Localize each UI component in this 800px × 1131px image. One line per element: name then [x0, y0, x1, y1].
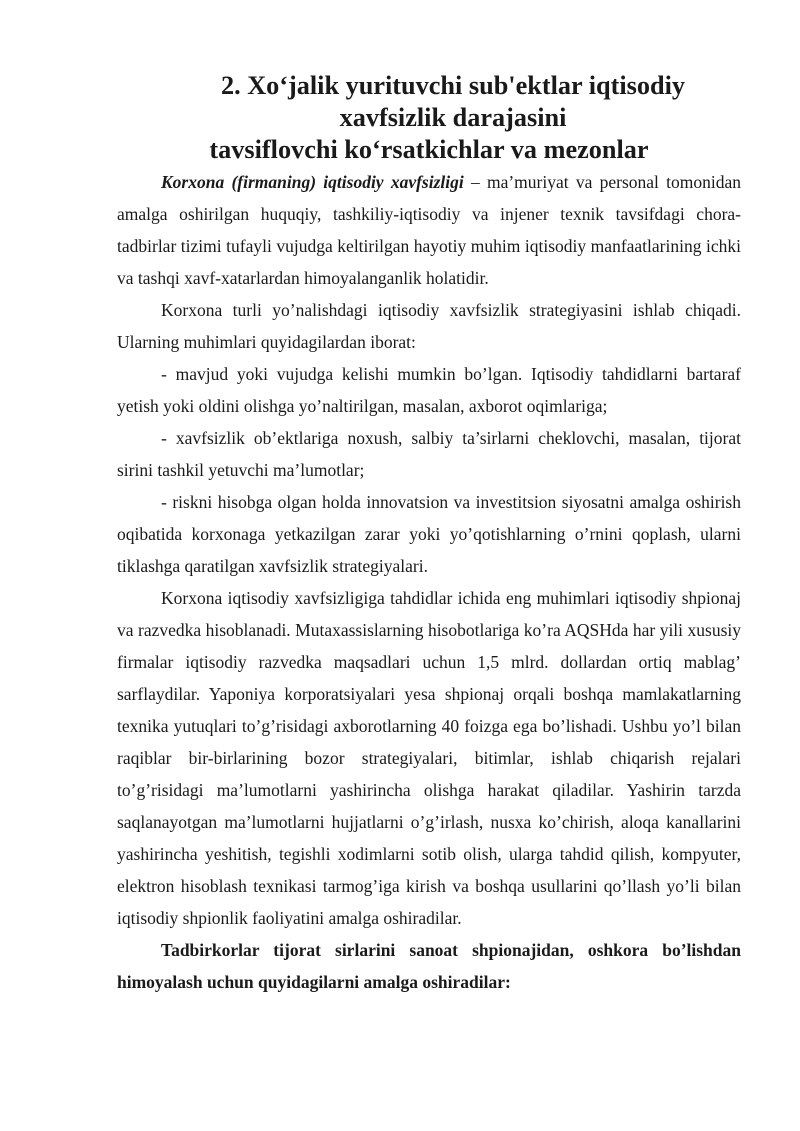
defined-term: Korxona (firmaning) iqtisodiy xavfsizligi: [161, 172, 464, 192]
bullet-item-2: - xavfsizlik ob’ektlariga noxush, salbiy ta’sirlarni cheklovchi, masalan, tijorat sirini tashkil yetuvchi ma’lumotlar;: [117, 428, 741, 480]
bullet-item-3: - riskni hisobga olgan holda innovatsion va investitsion siyosatni amalga oshirish oqibatida korxonaga yetkazilgan zarar yoki yo’qotishlarning o’rnini qoplash, ularni tiklashga qaratilgan xavfsizlik strategiyalari.: [117, 492, 741, 576]
definition-text: – ma’muriyat va personal tomonidan amalga oshirilgan huquqiy, tashkiliy-iqtisodiy va injener texnik tavsifdagi chora-tadbirlar tizimi tufayli vujudga keltirilgan hayotiy muhim iqtisodiy manfaatlarining ichki va tashqi xavf-xatarlardan himoyalanganlik holatidir.: [117, 172, 741, 288]
heading-line-2: tavsiflovchi ko‘rsatkichlar va mezonlar: [209, 135, 649, 164]
bullet-item-1: - mavjud yoki vujudga kelishi mumkin bo’lgan. Iqtisodiy tahdidlarni bartaraf yetish yoki oldini olishga yo’naltirilgan, masalan, axborot oqimlariga;: [117, 364, 741, 416]
paragraph-definition: [117, 166, 741, 294]
paragraph-strategies: Korxona turli yo’nalishdagi iqtisodiy xavfsizlik strategiyasini ishlab chiqadi. Ularning muhimlari quyidagilardan iborat:: [117, 300, 741, 352]
document-page: [117, 70, 741, 998]
paragraph-threats: Korxona iqtisodiy xavfsizligiga tahdidlar ichida eng muhimlari iqtisodiy shpionaj va razvedka hisoblanadi. Mutaxassislarning hisobotlariga ko’ra AQSHda har yili xususiy firmalar iqtisodiy razvedka maqsadlari uchun 1,5 mlrd. dollardan ortiq mablag’ sarflaydilar. Yaponiya korporatsiyalari yesa shpionaj orqali boshqa mamlakatlarning texnika yutuqlari to’g’risidagi axborotlarning 40 foizga ega bo’lishadi. Ushbu yo’l bilan raqiblar bir-birlarining bozor strategiyalari, bitimlar, ishlab chiqarish rejalari to’g’risidagi ma’lumotlarni yashirincha olishga harakat qiladilar. Yashirin tarzda saqlanayotgan ma’lumotlarni hujjatlarni o’g’irlash, nusxa ko’chirish, aloqa kanallarini yashirincha yeshitish, tegishli xodimlarni sotib olish, ularga tahdid qilish, kompyuter, elektron hisoblash texnikasi tarmog’iga kirish va boshqa usullarini qo’llash yo’li bilan iqtisodiy shpionlik faoliyatini amalga oshiradilar.: [117, 588, 741, 928]
heading-line-1: 2. Xo‘jalik yurituvchi sub'ektlar iqtisodiy xavfsizlik darajasini: [220, 71, 686, 132]
section-heading: [117, 70, 741, 166]
paragraph-protection: Tadbirkorlar tijorat sirlarini sanoat shpionajidan, oshkora bo’lishdan himoyalash uchun quyidagilarni amalga oshiradilar:: [117, 940, 741, 992]
